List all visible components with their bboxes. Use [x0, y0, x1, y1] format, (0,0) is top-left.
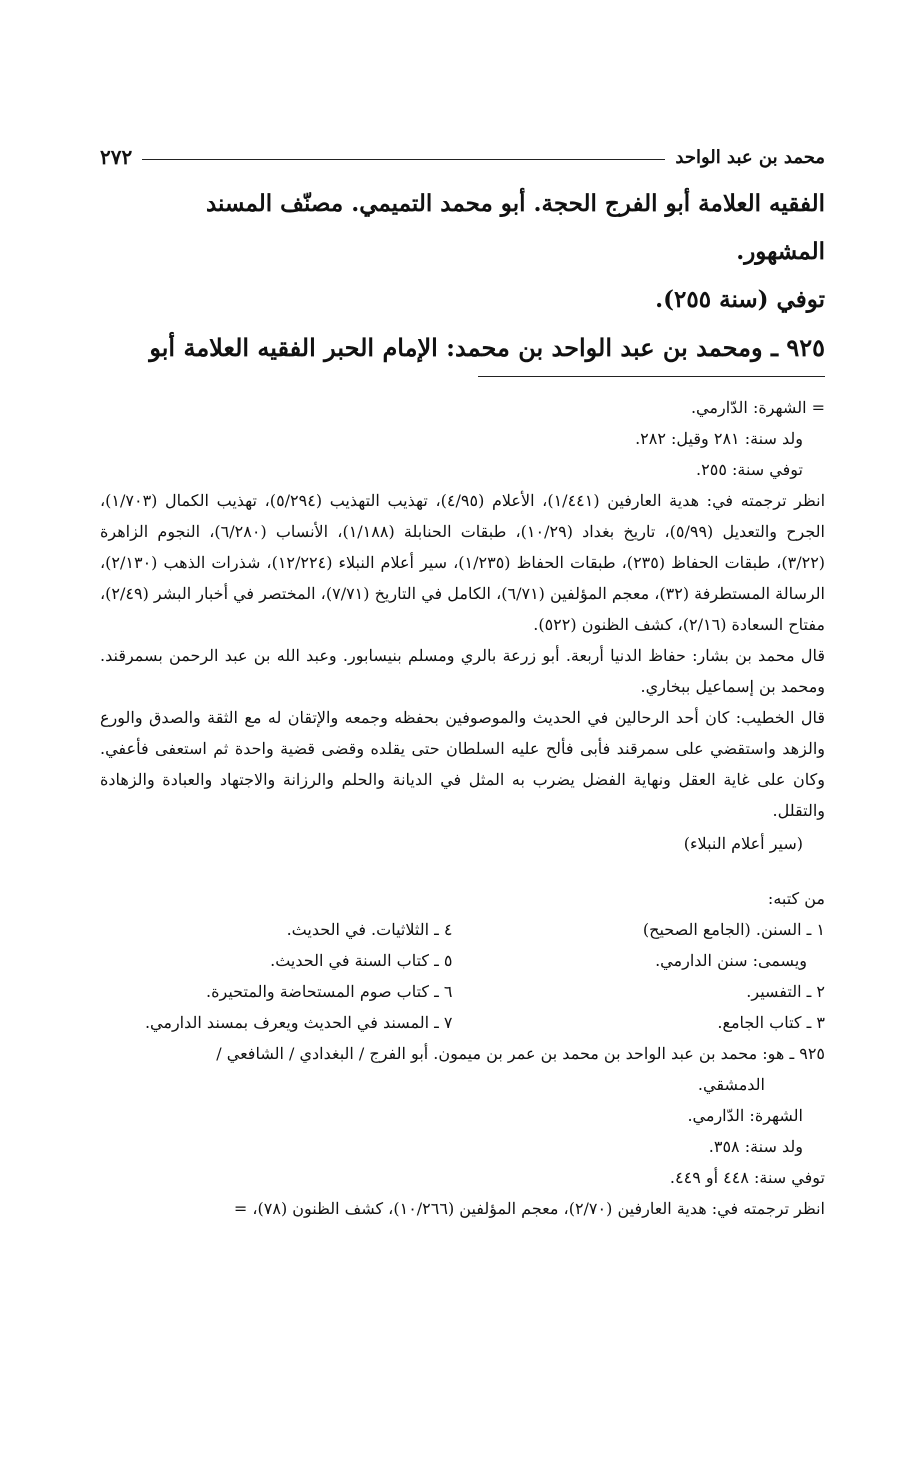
book-item: ٢ ـ التفسير. [746, 982, 825, 1001]
page-number: ٢٧٢ [100, 145, 133, 169]
book-item: ٤ ـ الثلاثيات. في الحديث. [286, 920, 453, 939]
entry925-name: ٩٢٥ ـ هو: محمد بن عبد الواحد بن محمد بن عمر بن ميمون. أبو الفرج / البغدادي / الشافعي / [216, 1044, 825, 1063]
footnote-entry-925 [100, 1038, 825, 1224]
books-heading: من كتبه: [767, 889, 825, 908]
footnotes [100, 392, 825, 1224]
main-line: الفقيه العلامة أبو الفرج الحجة. أبو محمد التميمي. مصنّف المسند [205, 190, 825, 217]
header-rule [142, 159, 665, 160]
book-item: ٧ ـ المسند في الحديث ويعرف بمسند الدارمي. [144, 1013, 453, 1032]
footnote-sources: انظر ترجمته في: هدية العارفين (١/٤٤١)، الأعلام (٤/٩٥)، تهذيب التهذيب (٥/٢٩٤)، تهذيب الكمال (١/٧٠٣)، الجرح والتعديل (٥/٩٩)، تاريخ بغداد (١٠/٢٩)، طبقات الحنابلة (١/١٨٨)، الأنساب (٦/٢٨٠)، النجوم الزاهرة (٣/٢٢)، طبقات الحفاظ (٢٣٥)، طبقات الحفاظ (١/٢٣٥)، سير أعلام النبلاء (١٢/٢٢٤)، شذرات الذهب (٢/١٣٠)، الرسالة المستطرفة (٣٢)، معجم المؤلفين (٦/٧١)، الكامل في التاريخ (٧/٧١)، المختصر في أخبار البشر (٢/٤٩)، مفتاح السعادة (٢/١٦)، كشف الظنون (٥٢٢). [100, 491, 826, 634]
entry925-name-cont: الدمشقي. [697, 1075, 765, 1094]
main-line: توفي (سنة ٢٥٥). [655, 286, 825, 313]
main-line: المشهور. [736, 238, 825, 265]
footnote-died: توفي سنة: ٢٥٥. [696, 460, 803, 479]
footnote-divider [478, 376, 825, 377]
books-column-2 [100, 914, 453, 1038]
book-item: ١ ـ السنن. (الجامع الصحيح) [642, 920, 825, 939]
entry925-fame: الشهرة: الدّارمي. [687, 1106, 803, 1125]
main-text [100, 180, 825, 372]
running-header [100, 140, 825, 174]
footnote-quote: قال محمد بن بشار: حفاظ الدنيا أربعة. أبو زرعة بالري ومسلم بنيسابور. وعبد الله بن عبد الرحمن بسمرقند. ومحمد بن إسماعيل ببخاري. [100, 646, 825, 696]
footnote-quote: قال الخطيب: كان أحد الرحالين في الحديث والموصوفين بحفظه وجمعه والإتقان له مع الثقة والصدق والورع والزهد واستقضي على سمرقند فأبى فألح عليه السلطان حتى يقلده وقضى قضية واحدة ثم استعفى فأعفي. وكان على غاية العقل ونهاية الفضل يضرب به المثل في الديانة والحلم والرزانة والاجتهاد والعبادة والزهادة والتقلل. [100, 708, 825, 820]
book-item: ويسمى: سنن الدارمي. [655, 951, 807, 970]
entry-heading: ٩٢٥ ـ ومحمد بن عبد الواحد بن محمد: الإمام الحبر الفقيه العلامة أبو [149, 333, 825, 362]
book-item: ٣ ـ كتاب الجامع. [717, 1013, 825, 1032]
footnote-fame: = الشهرة: الدّارمي. [690, 398, 825, 417]
entry925-died: توفي سنة: ٤٤٨ أو ٤٤٩. [669, 1168, 825, 1187]
entry925-sources: انظر ترجمته في: هدية العارفين (٢/٧٠)، معجم المؤلفين (١٠/٢٦٦)، كشف الظنون (٧٨)، = [233, 1199, 825, 1218]
book-item: ٦ ـ كتاب صوم المستحاضة والمتحيرة. [206, 982, 453, 1001]
books-column-1 [473, 914, 826, 1038]
footnote-born: ولد سنة: ٢٨١ وقيل: ٢٨٢. [635, 429, 803, 448]
footnote-quote-source: (سير أعلام النبلاء) [683, 834, 803, 853]
entry925-born: ولد سنة: ٣٥٨. [708, 1137, 803, 1156]
spacer [100, 859, 825, 883]
books-list [100, 914, 825, 1038]
running-title: محمد بن عبد الواحد [675, 146, 825, 168]
book-item: ٥ ـ كتاب السنة في الحديث. [270, 951, 453, 970]
